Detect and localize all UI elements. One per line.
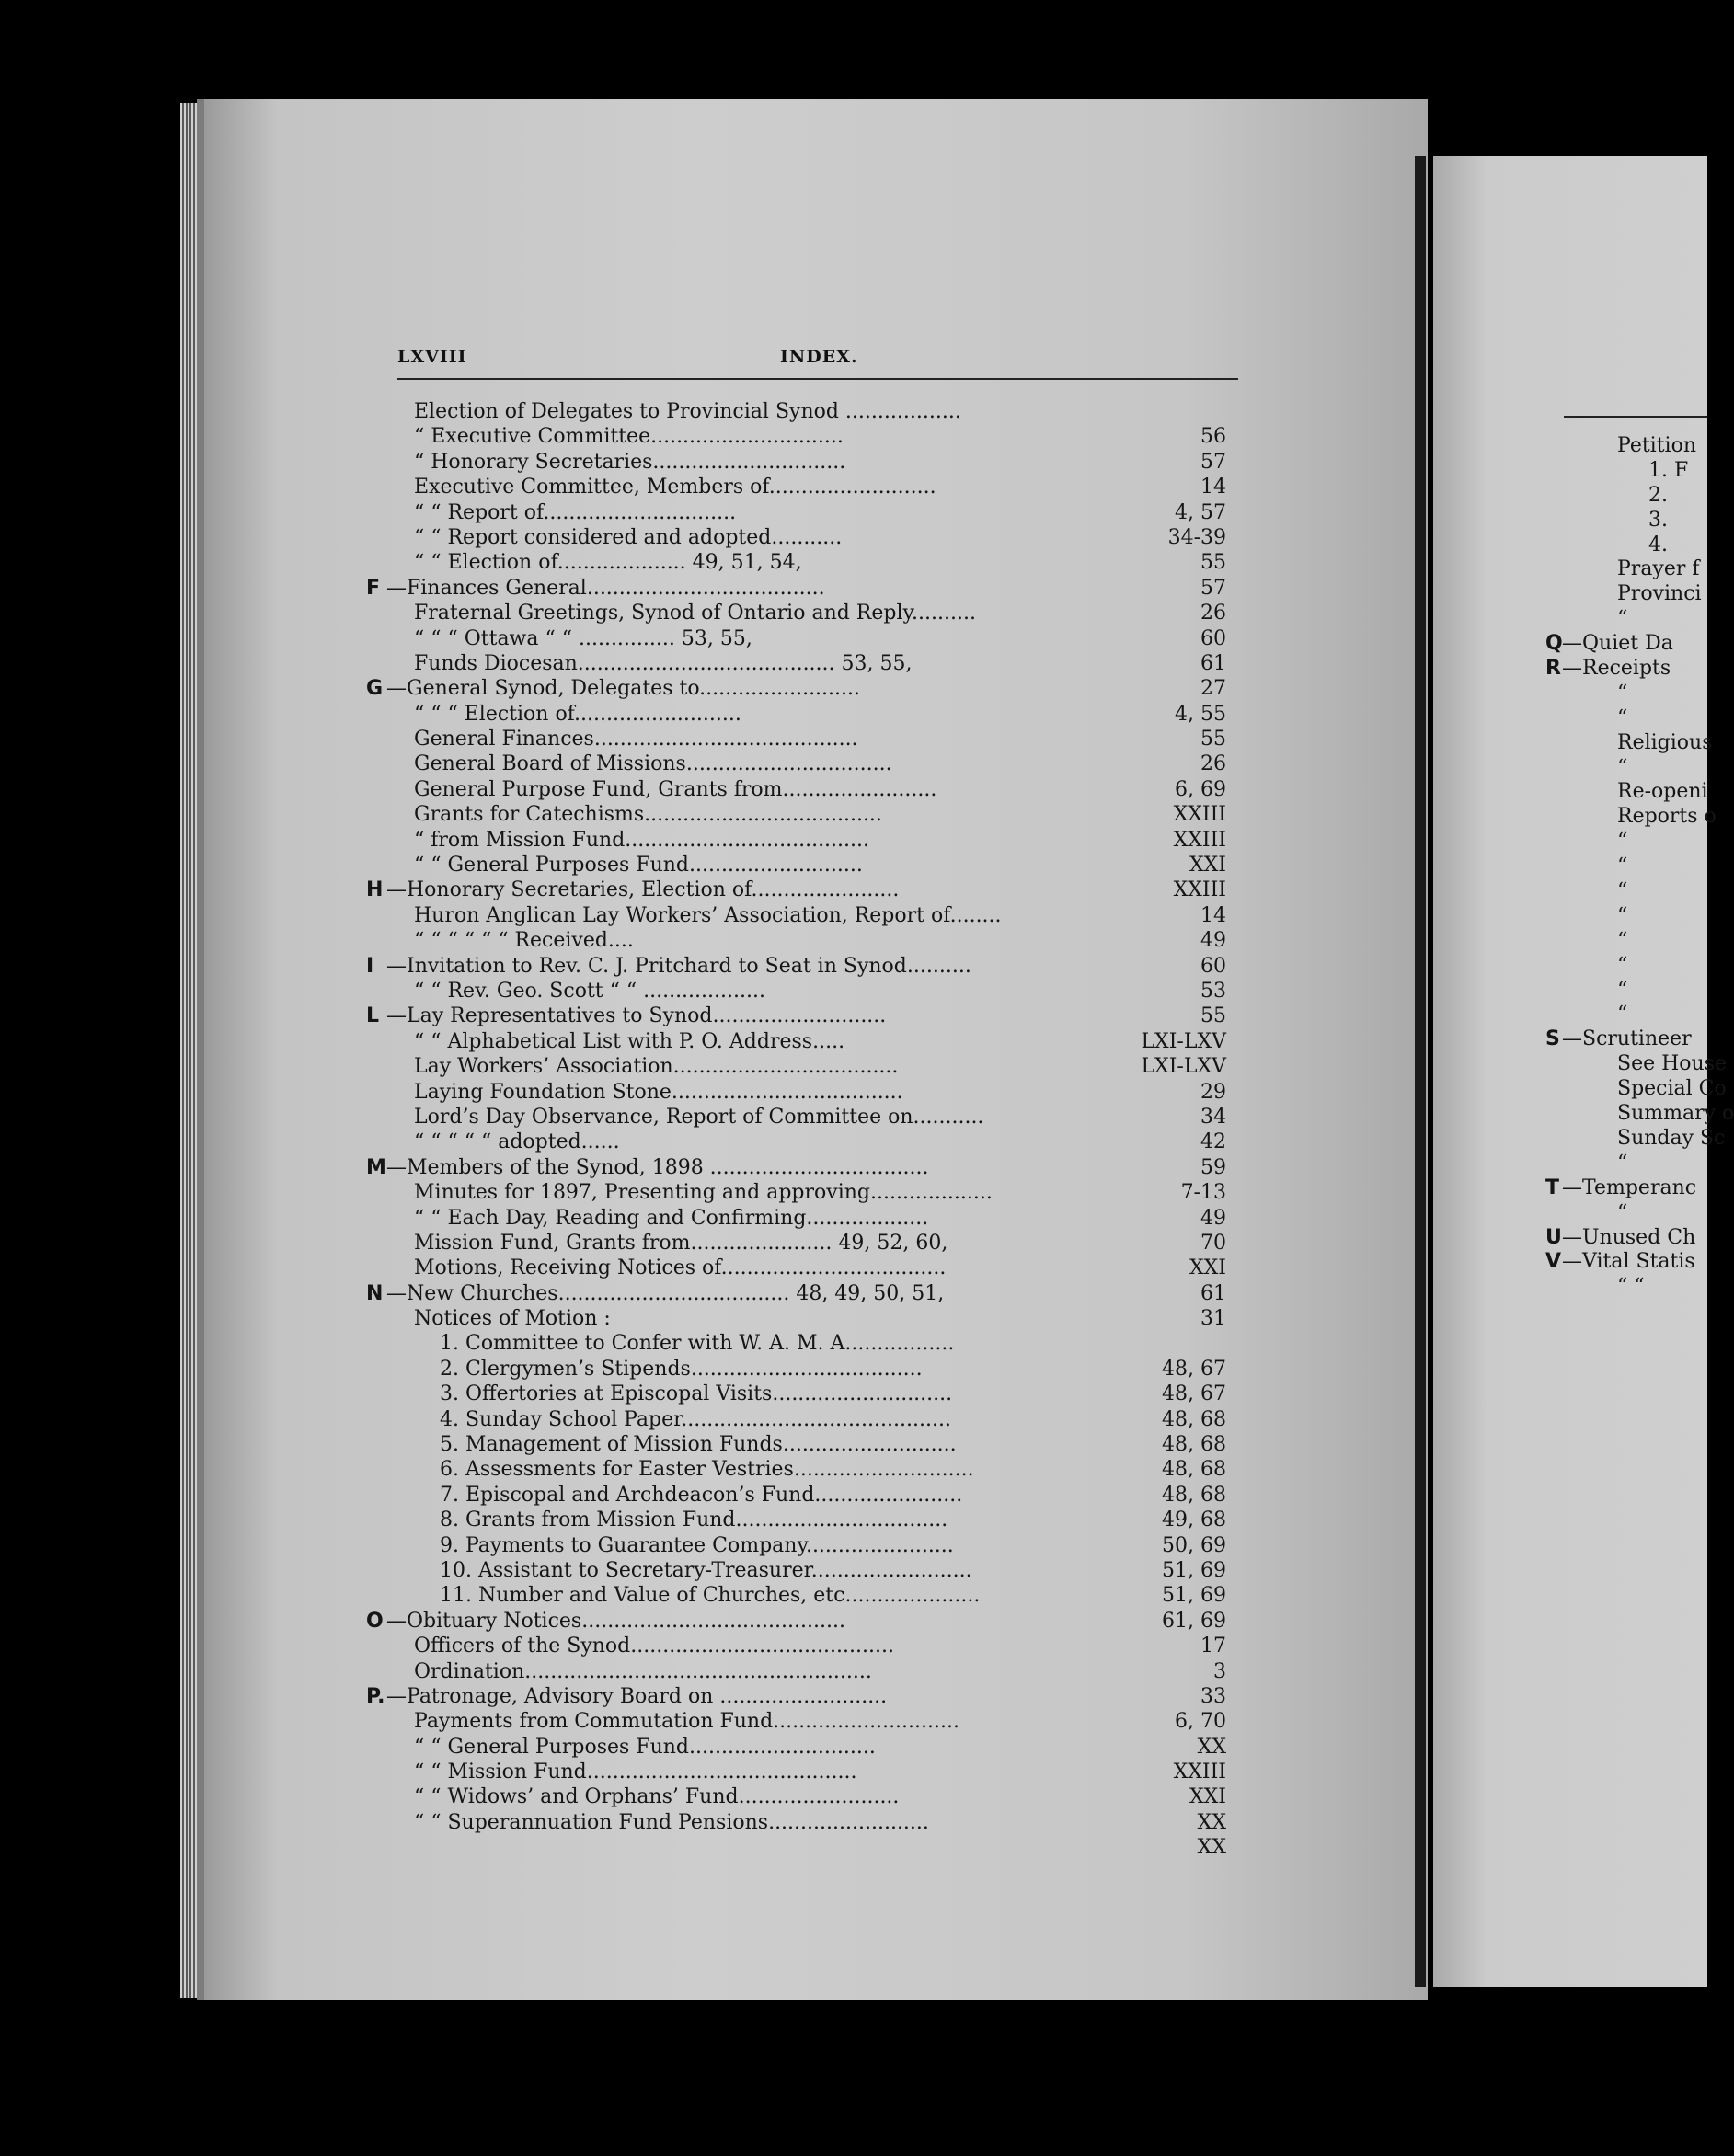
index-entry-text: “ “ Superannuation Fund Pensions......................... xyxy=(414,1810,929,1834)
index-entry-text: Funds Diocesan........................................ 53, 55, xyxy=(414,651,913,675)
right-index-entry-text: “ xyxy=(1617,681,1628,705)
right-index-entry-text: Prayer f xyxy=(1617,557,1700,581)
index-entry-text: —Honorary Secretaries, Election of....................... xyxy=(386,878,900,902)
index-entry-pages: 4, 55 xyxy=(1175,702,1226,726)
right-index-entry-text: Sunday Sc xyxy=(1617,1126,1726,1150)
index-entry-pages: 60 xyxy=(1200,954,1226,978)
index-entry xyxy=(366,1029,1226,1054)
index-entry-text: General Finances......................................... xyxy=(414,728,858,751)
index-entry-pages: 49, 68 xyxy=(1162,1508,1226,1532)
index-entry xyxy=(366,1558,1226,1583)
index-letter: P. xyxy=(366,1684,385,1708)
index-entry-pages: 55 xyxy=(1200,728,1226,751)
index-entry-text: —Patronage, Advisory Board on .......................... xyxy=(386,1684,888,1708)
index-entry-pages: XX xyxy=(1197,1810,1226,1834)
right-index-entry xyxy=(1545,459,1707,484)
right-index-entry-text: 3. xyxy=(1648,508,1668,532)
index-entry-text: Notices of Motion : xyxy=(414,1307,611,1331)
index-entry-text: “ from Mission Fund...................................... xyxy=(414,828,870,852)
right-index-entry-text: “ xyxy=(1617,953,1628,977)
index-entry-pages: XXIII xyxy=(1173,878,1226,902)
right-index-entry xyxy=(1545,434,1707,459)
right-index-entry xyxy=(1545,954,1707,979)
right-index-entry-text: —Temperanc xyxy=(1562,1175,1697,1199)
right-index-entry-text: Summary o xyxy=(1617,1102,1734,1126)
index-entry-text: 6. Assessments for Easter Vestries............................ xyxy=(440,1458,974,1482)
index-entry xyxy=(366,399,1226,424)
right-index-letter: Q xyxy=(1545,632,1563,656)
index-entry xyxy=(366,1331,1226,1356)
right-index-entry xyxy=(1545,929,1707,954)
index-entry-pages: 14 xyxy=(1200,903,1226,927)
index-entry xyxy=(366,1003,1226,1028)
index-entry xyxy=(366,1483,1226,1508)
right-index-entry-text: Religious xyxy=(1617,730,1713,754)
index-entry-text: 5. Management of Mission Funds........................... xyxy=(440,1433,957,1457)
index-entry-text: “ “ “ Election of.......................... xyxy=(414,702,741,726)
right-index-entry-text: —Receipts xyxy=(1562,657,1671,681)
index-entry xyxy=(366,1508,1226,1532)
right-index-entry xyxy=(1545,979,1707,1003)
page-number: LXVIII xyxy=(397,347,467,367)
index-entry-text: “ “ Mission Fund.......................................... xyxy=(414,1760,857,1784)
index-entry-text: “ “ “ “ “ “ Received.... xyxy=(414,929,634,953)
index-entry xyxy=(366,1583,1226,1608)
index-entry xyxy=(366,777,1226,802)
right-index-entry xyxy=(1545,657,1707,682)
index-entry-pages: 3 xyxy=(1213,1659,1226,1683)
book-gutter xyxy=(1415,156,1426,1987)
right-index-entry-text: “ xyxy=(1617,1200,1628,1224)
index-entry-text: “ “ “ Ottawa “ “ ............... 53, 55, xyxy=(414,626,752,650)
index-entry-pages: 14 xyxy=(1200,476,1226,499)
index-entry xyxy=(366,1659,1226,1684)
right-index-entry-text: “ xyxy=(1617,607,1628,631)
index-entry xyxy=(366,1256,1226,1280)
index-entries xyxy=(366,399,1226,1861)
right-index-entry xyxy=(1545,805,1717,830)
index-entry-pages: 49 xyxy=(1200,1206,1226,1230)
index-entry-text: “ “ Alphabetical List with P. O. Address..... xyxy=(414,1029,845,1053)
right-index-entry xyxy=(1545,1027,1707,1052)
index-entry xyxy=(366,702,1226,727)
index-entry-pages: 59 xyxy=(1200,1155,1226,1179)
index-entry-pages: 34 xyxy=(1200,1105,1226,1129)
index-entry-pages: 6, 70 xyxy=(1175,1710,1226,1734)
index-entry-pages: XXI xyxy=(1189,854,1226,877)
right-index-entry xyxy=(1545,780,1707,805)
index-entry xyxy=(366,676,1226,701)
index-entry-pages: 48, 68 xyxy=(1162,1483,1226,1507)
right-index-entry xyxy=(1545,509,1707,533)
index-entry xyxy=(366,1760,1226,1784)
index-entry-text: 2. Clergymen’s Stipends.................................... xyxy=(440,1357,923,1381)
index-entry-pages: 7-13 xyxy=(1180,1181,1226,1205)
right-index-entry xyxy=(1545,607,1707,632)
index-entry xyxy=(366,903,1226,928)
index-entry-text: Officers of the Synod......................................... xyxy=(414,1634,894,1658)
index-entry-text: Fraternal Greetings, Synod of Ontario and Reply.......... xyxy=(414,602,976,625)
index-entry xyxy=(366,1609,1226,1634)
index-entry-text: Lay Workers’ Association................................... xyxy=(414,1055,899,1079)
index-entry-pages: LXI-LXV xyxy=(1141,1055,1226,1079)
index-entry-text: “ Honorary Secretaries.............................. xyxy=(414,450,846,474)
index-entry xyxy=(366,1634,1226,1658)
right-index-entry-text: 4. xyxy=(1648,533,1668,556)
right-index-entry xyxy=(1545,1201,1707,1226)
right-index-entry-text: 2. xyxy=(1648,483,1668,507)
index-entry-text: Ordination...................................................... xyxy=(414,1659,872,1683)
right-index-entry xyxy=(1545,533,1707,558)
index-entry-pages: 60 xyxy=(1200,626,1226,650)
index-entry-text: “ “ Election of.................... 49, 51, 54, xyxy=(414,551,802,575)
index-entry-text: General Board of Missions................................ xyxy=(414,752,892,776)
index-entry-pages: 50, 69 xyxy=(1162,1533,1226,1557)
index-entry xyxy=(366,1281,1226,1306)
index-letter: F xyxy=(366,576,381,600)
index-entry-text: —Members of the Synod, 1898 .................................. xyxy=(386,1155,929,1179)
index-entry-text: 10. Assistant to Secretary-Treasurer......................... xyxy=(440,1558,972,1582)
index-entry xyxy=(366,802,1226,827)
index-entry-pages: 27 xyxy=(1200,677,1226,701)
right-index-entry xyxy=(1545,1102,1734,1127)
right-index-entry xyxy=(1545,879,1707,904)
index-entry xyxy=(366,1684,1226,1709)
index-entry-pages: 6, 69 xyxy=(1175,777,1226,801)
index-letter: H xyxy=(366,878,384,902)
index-entry xyxy=(366,626,1226,651)
index-entry-text: “ “ General Purposes Fund............................. xyxy=(414,1735,876,1759)
index-entry-pages: 31 xyxy=(1200,1307,1226,1331)
index-entry xyxy=(366,979,1226,1003)
index-entry xyxy=(366,727,1226,751)
right-index-entry xyxy=(1545,484,1707,509)
index-entry-pages: XX xyxy=(1197,1836,1226,1860)
right-index-entry xyxy=(1545,706,1707,731)
right-index-entry xyxy=(1545,632,1707,657)
index-entry-text: Election of Delegates to Provincial Synod .................. xyxy=(414,400,961,423)
index-entry-pages: 51, 69 xyxy=(1162,1558,1226,1582)
right-index-entry xyxy=(1545,830,1707,854)
index-entry-text: Huron Anglican Lay Workers’ Association, Report of........ xyxy=(414,903,1002,927)
index-entry xyxy=(366,828,1226,853)
index-entry xyxy=(366,500,1226,525)
index-entry-pages: 48, 68 xyxy=(1162,1407,1226,1431)
right-index-entry-text: “ xyxy=(1617,755,1628,779)
index-entry-pages: 55 xyxy=(1200,1004,1226,1028)
index-entry-text: Mission Fund, Grants from...................... 49, 52, 60, xyxy=(414,1231,948,1255)
index-entry xyxy=(366,475,1226,499)
index-entry xyxy=(366,1784,1226,1809)
index-entry xyxy=(366,1130,1226,1154)
right-index-entry xyxy=(1545,1126,1726,1152)
index-entry xyxy=(366,1155,1226,1180)
index-entry xyxy=(366,1407,1226,1432)
right-index-entry xyxy=(1545,1152,1707,1176)
index-entry-pages: 57 xyxy=(1200,576,1226,600)
index-entry-text: 3. Offertories at Episcopal Visits............................ xyxy=(440,1382,953,1406)
index-entry-text: —Finances General..................................... xyxy=(386,576,825,600)
index-entry-pages: 61, 69 xyxy=(1162,1609,1226,1633)
index-entry xyxy=(366,550,1226,575)
index-entry-pages: 48, 67 xyxy=(1162,1357,1226,1381)
right-index-entry-text: “ xyxy=(1617,1003,1628,1026)
right-index-entry-text: “ “ xyxy=(1617,1275,1645,1299)
right-index-letter: T xyxy=(1545,1175,1560,1199)
right-index-letter: R xyxy=(1545,657,1561,681)
index-entry xyxy=(366,1432,1226,1457)
right-index-entry-text: Provinci xyxy=(1617,582,1702,606)
index-letter: O xyxy=(366,1609,384,1633)
index-entry-text: 8. Grants from Mission Fund................................. xyxy=(440,1508,948,1532)
index-entry-text: “ “ Report of.............................. xyxy=(414,500,737,524)
index-entry xyxy=(366,1533,1226,1558)
index-entry-text: 11. Number and Value of Churches, etc..................... xyxy=(440,1584,981,1608)
index-entry xyxy=(366,877,1226,902)
index-entry-pages: 42 xyxy=(1200,1130,1226,1154)
index-entry xyxy=(366,1105,1226,1130)
right-index-entry-text: See House xyxy=(1617,1052,1728,1076)
right-index-entry xyxy=(1545,582,1707,607)
index-entry xyxy=(366,1180,1226,1205)
right-index-entry-text: Special Co xyxy=(1617,1077,1727,1101)
index-entry xyxy=(366,1810,1226,1835)
index-entry-pages: 70 xyxy=(1200,1231,1226,1255)
index-entry-text: Motions, Receiving Notices of................................... xyxy=(414,1256,947,1280)
right-index-entry-text: —Scrutineer xyxy=(1562,1027,1692,1051)
right-index-entry xyxy=(1545,730,1713,756)
right-index-entry-text: “ xyxy=(1617,879,1628,903)
index-entry-text: 1. Committee to Confer with W. A. M. A................. xyxy=(440,1332,955,1356)
index-entry-text: “ “ “ “ “ adopted...... xyxy=(414,1130,620,1154)
right-index-entry-text: 1. F xyxy=(1648,458,1689,482)
index-entry-pages: 34-39 xyxy=(1167,525,1226,549)
index-entry-pages: 33 xyxy=(1200,1684,1226,1708)
index-entry-pages: XXIII xyxy=(1173,828,1226,852)
index-entry-pages: 55 xyxy=(1200,551,1226,575)
right-index-entry-text: Reports o xyxy=(1617,805,1717,829)
right-index-entry-text: —Unused Ch xyxy=(1562,1225,1696,1249)
right-index-entry xyxy=(1545,1250,1707,1275)
index-entry xyxy=(366,1054,1226,1079)
index-entry-text: Grants for Catechisms..................................... xyxy=(414,803,882,827)
right-index-entry xyxy=(1545,854,1707,879)
right-index-entry-text: “ xyxy=(1617,830,1628,854)
index-letter: I xyxy=(366,954,374,978)
right-index-entry-text: “ xyxy=(1617,903,1628,927)
index-entry-pages: 26 xyxy=(1200,602,1226,625)
index-entry-text: Payments from Commutation Fund............................. xyxy=(414,1710,959,1734)
index-entry-pages: XXIII xyxy=(1173,1760,1226,1784)
right-index-entry-text: “ xyxy=(1617,928,1628,952)
right-header-rule xyxy=(1564,416,1707,418)
index-entry xyxy=(366,1231,1226,1256)
index-entry-text: “ “ Widows’ and Orphans’ Fund......................... xyxy=(414,1785,900,1809)
index-entry-pages: 53 xyxy=(1200,979,1226,1003)
index-entry xyxy=(366,525,1226,550)
right-index-entry xyxy=(1545,1003,1707,1027)
index-entry-pages: 56 xyxy=(1200,425,1226,449)
index-entry xyxy=(366,1080,1226,1105)
index-entry-pages: 48, 67 xyxy=(1162,1382,1226,1406)
index-entry xyxy=(366,424,1226,449)
index-entry-text: General Purpose Fund, Grants from........................ xyxy=(414,777,937,801)
index-entry-text: 9. Payments to Guarantee Company....................... xyxy=(440,1533,954,1557)
index-entry-text: —Lay Representatives to Synod........................... xyxy=(386,1004,887,1028)
index-entry-pages: 57 xyxy=(1200,450,1226,474)
right-index-entry xyxy=(1545,904,1707,929)
index-entry-text: —Obituary Notices......................................... xyxy=(386,1609,845,1633)
index-entry-text: —New Churches.................................... 48, 49, 50, 51, xyxy=(386,1281,945,1305)
index-entry-text: “ “ General Purposes Fund........................... xyxy=(414,854,863,877)
index-entry xyxy=(366,1835,1226,1860)
right-index-entry xyxy=(1545,682,1707,706)
index-entry-text: Laying Foundation Stone.................................... xyxy=(414,1080,903,1104)
index-entry xyxy=(366,928,1226,953)
index-entry xyxy=(366,1306,1226,1331)
index-entry-pages: 29 xyxy=(1200,1080,1226,1104)
right-index-entry-text: —Vital Statis xyxy=(1562,1250,1695,1274)
index-entry-pages: XX xyxy=(1197,1735,1226,1759)
index-letter: G xyxy=(366,677,384,701)
index-entry-text: “ “ Rev. Geo. Scott “ “ ................... xyxy=(414,979,765,1003)
index-entry-text: Lord’s Day Observance, Report of Committee on........... xyxy=(414,1105,984,1129)
right-index-entry xyxy=(1545,1077,1727,1102)
right-index-entry xyxy=(1545,1275,1707,1300)
index-entry-pages: XXI xyxy=(1189,1256,1226,1280)
index-entry xyxy=(366,601,1226,625)
index-entry-text: “ “ Report considered and adopted........... xyxy=(414,525,843,549)
index-entry-text: Executive Committee, Members of.......................... xyxy=(414,476,936,499)
index-entry xyxy=(366,853,1226,877)
right-index-entry-text: “ xyxy=(1617,705,1628,729)
index-entry-pages: LXI-LXV xyxy=(1141,1029,1226,1053)
right-index-entry xyxy=(1545,1176,1707,1201)
right-index-entry xyxy=(1545,1226,1707,1251)
index-entry xyxy=(366,576,1226,601)
right-index-entry-text: —Quiet Da xyxy=(1562,632,1673,656)
index-entry-text: —General Synod, Delegates to......................... xyxy=(386,677,861,701)
right-index-entry xyxy=(1545,756,1707,781)
index-entry xyxy=(366,1357,1226,1382)
index-letter: L xyxy=(366,1004,380,1028)
index-entry xyxy=(366,1382,1226,1406)
header-rule xyxy=(397,378,1238,380)
index-entry-pages: 17 xyxy=(1200,1634,1226,1658)
index-entry-pages: 26 xyxy=(1200,752,1226,776)
right-index-entry-text: Re-openi xyxy=(1617,780,1708,804)
index-entry xyxy=(366,954,1226,979)
right-index-entry xyxy=(1545,1052,1728,1077)
index-entry-pages: 49 xyxy=(1200,929,1226,953)
index-entry xyxy=(366,1735,1226,1760)
index-entry-text: 7. Episcopal and Archdeacon’s Fund....................... xyxy=(440,1483,963,1507)
index-entry xyxy=(366,651,1226,676)
right-index-entry-text: “ xyxy=(1617,1151,1628,1175)
index-entry-pages: 61 xyxy=(1200,651,1226,675)
index-entry-pages: 4, 57 xyxy=(1175,500,1226,524)
index-entry-text: —Invitation to Rev. C. J. Pritchard to Seat in Synod.......... xyxy=(386,954,971,978)
right-index-letter: U xyxy=(1545,1225,1562,1249)
right-index-entry-text: “ xyxy=(1617,854,1628,878)
index-entry-text: 4. Sunday School Paper.......................................... xyxy=(440,1407,951,1431)
index-entry-pages: 51, 69 xyxy=(1162,1584,1226,1608)
index-entry xyxy=(366,751,1226,776)
index-entry-pages: 48, 68 xyxy=(1162,1433,1226,1457)
index-entry-pages: XXIII xyxy=(1173,803,1226,827)
index-entry-text: Minutes for 1897, Presenting and approving................... xyxy=(414,1181,993,1205)
right-index-entry-text: Petition xyxy=(1617,434,1697,457)
index-letter: M xyxy=(366,1155,386,1179)
right-index-entry-text: “ xyxy=(1617,978,1628,1002)
index-entry xyxy=(366,1709,1226,1734)
index-entry-text: “ Executive Committee.............................. xyxy=(414,425,844,449)
right-index-letter: S xyxy=(1545,1027,1560,1051)
index-entry-pages: XXI xyxy=(1189,1785,1226,1809)
right-page-index-entries xyxy=(1545,434,1734,1300)
index-entry xyxy=(366,1457,1226,1482)
index-letter: N xyxy=(366,1281,384,1305)
index-entry xyxy=(366,1206,1226,1231)
page-title: INDEX. xyxy=(780,347,858,367)
index-entry-text: “ “ Each Day, Reading and Confirming................... xyxy=(414,1206,929,1230)
right-index-entry xyxy=(1545,557,1707,582)
index-entry xyxy=(366,450,1226,475)
index-entry-pages: 48, 68 xyxy=(1162,1458,1226,1482)
index-entry-pages: 61 xyxy=(1200,1281,1226,1305)
right-index-letter: V xyxy=(1545,1250,1562,1274)
